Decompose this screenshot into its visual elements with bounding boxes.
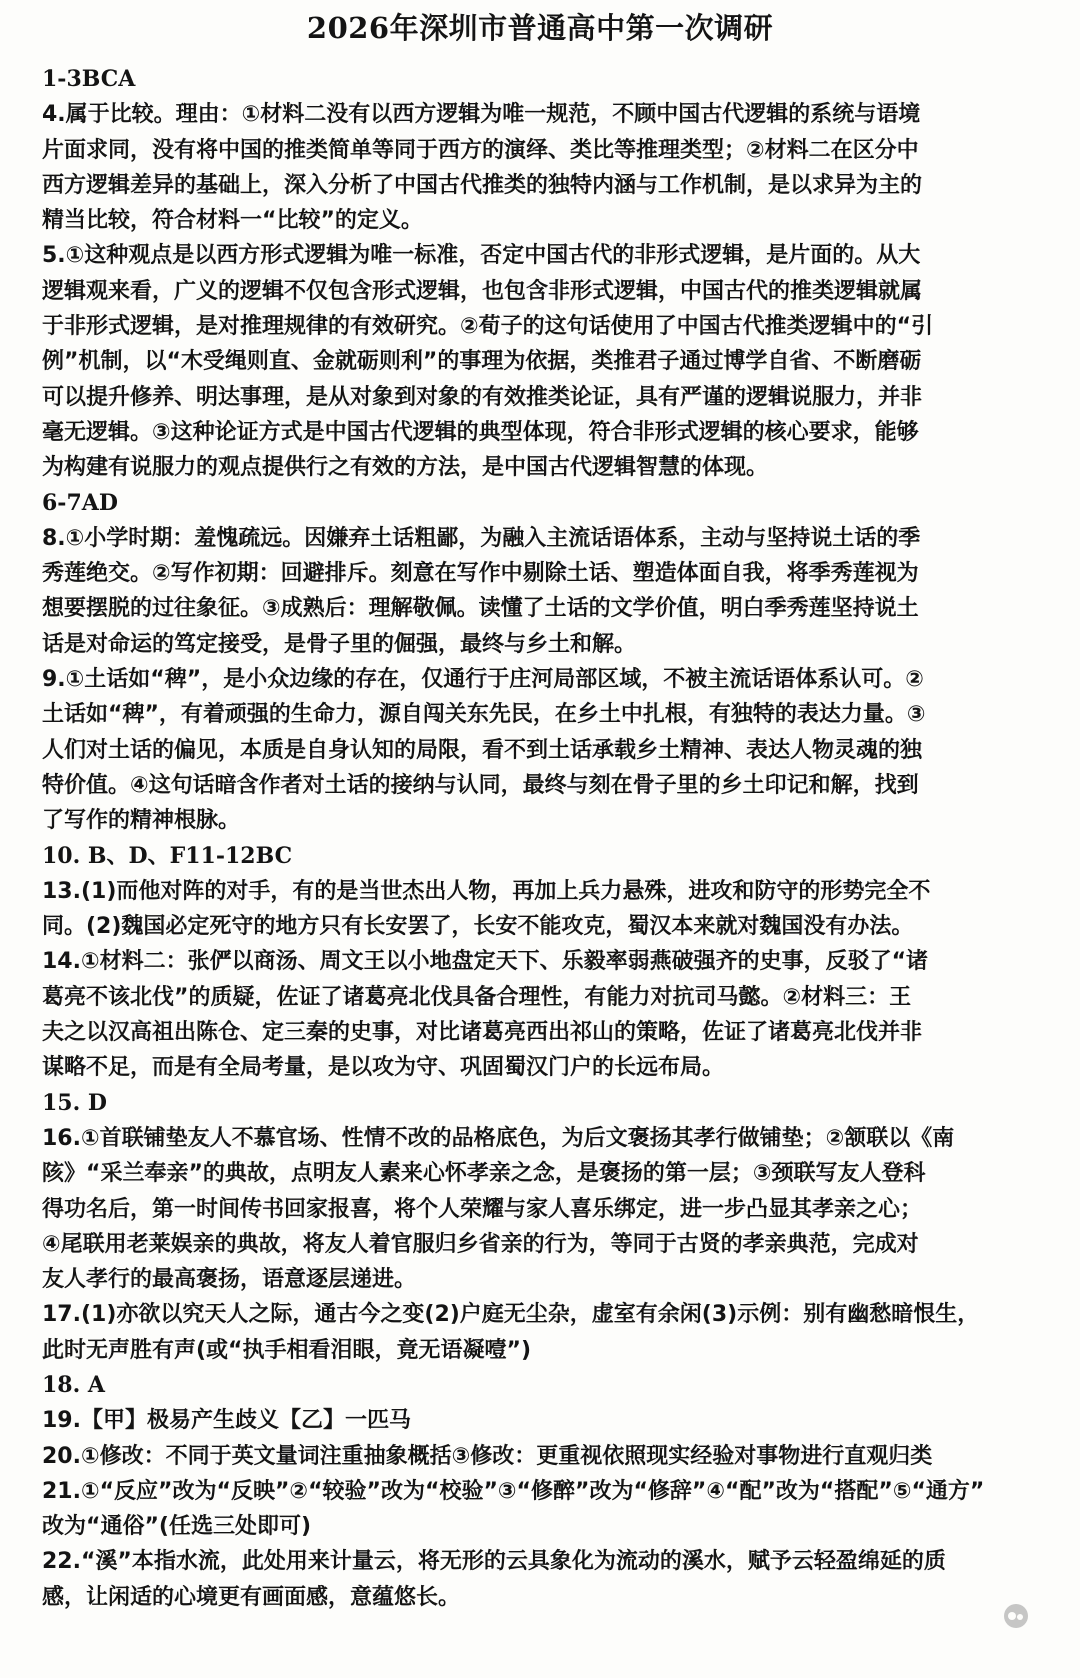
answer-line: 为构建有说服力的观点提供行之有效的方法，是中国古代逻辑智慧的体现。 [42, 455, 769, 481]
answer-line: 9.①土话如“稗”，是小众边缘的存在，仅通行于庄河局部区域，不被主流话语体系认可。② [42, 667, 924, 693]
answer-line: 4.属于比较。理由：①材料二没有以西方逻辑为唯一规范，不顾中国古代逻辑的系统与语境 [42, 102, 921, 128]
answer-line: 22.“溪”本指水流，此处用来计量云，将无形的云具象化为流动的溪水，赋予云轻盈绵延的质 [42, 1549, 946, 1575]
answer-line: 8.①小学时期：羞愧疏远。因嫌弃土话粗鄙，为融入主流话语体系，主动与坚持说土话的季 [42, 525, 921, 551]
answer-line: 20.①修改：不同于英文量词注重抽象概括③修改：更重视依照现实经验对事物进行直观归类 [42, 1443, 933, 1469]
answer-line: 想要摆脱的过往象征。③成熟后：理解敬佩。读懂了土话的文学价值，明白季秀莲坚持说土 [42, 596, 919, 622]
answer-line: 同。(2)魏国必定死守的地方只有长安罢了，长安不能攻克，蜀汉本来就对魏国没有办法。 [42, 914, 914, 940]
wechat-icon [1004, 1604, 1028, 1628]
answer-line: 夫之以汉高祖出陈仓、定三秦的史事，对比诸葛亮西出祁山的策略，佐证了诸葛亮北伐并非 [42, 1020, 923, 1046]
answer-line: 片面求同，没有将中国的推类简单等同于西方的演绎、类比等推理类型；②材料二在区分中 [42, 137, 919, 163]
answer-line: 逻辑观来看，广义的逻辑不仅包含形式逻辑，也包含非形式逻辑，中国古代的推类逻辑就属 [42, 278, 923, 304]
answer-line: 了写作的精神根脉。 [42, 808, 241, 834]
answer-line: 21.①“反应”改为“反映”②“较验”改为“校验”③“修醉”改为“修辞”④“配”改为“搭配”⑤“通方” [42, 1478, 985, 1504]
answer-line: 改为“通俗”(任选三处即可) [42, 1514, 312, 1540]
answer-line: 5.①这种观点是以西方形式逻辑为唯一标准，否定中国古代的非形式逻辑，是片面的。从大 [42, 243, 921, 269]
answer-line: 谋略不足，而是有全局考量，是以攻为守、巩固蜀汉门户的长远布局。 [42, 1055, 725, 1081]
answer-line: 葛亮不该北伐”的质疑，佐证了诸葛亮北伐具备合理性，有能力对抗司马懿。②材料三：王 [42, 984, 912, 1010]
answer-line: 17.(1)亦欲以究天人之际，通古今之变(2)户庭无尘杂，虚室有余闲(3)示例：别有幽愁暗恨生， [42, 1302, 980, 1328]
answer-line: 15. D [42, 1089, 108, 1116]
answer-line: 14.①材料二：张俨以商汤、周文王以小地盘定天下、乐毅率弱燕破强齐的史事，反驳了“诸 [42, 949, 929, 975]
answer-line: 此时无声胜有声(或“执手相看泪眼，竟无语凝噎”) [42, 1337, 532, 1363]
answer-line: ④尾联用老莱娱亲的典故，将友人着官服归乡省亲的行为，等同于古贤的孝亲典范，完成对 [42, 1231, 919, 1257]
answer-line: 感，让闲适的心境更有画面感，意蕴悠长。 [42, 1584, 461, 1610]
answer-line: 10. B、D、F11-12BC [42, 842, 293, 869]
answer-line: 1-3BCA [42, 66, 136, 92]
answer-line: 秀莲绝交。②写作初期：回避排斥。刻意在写作中剔除土话、塑造体面自我，将季秀莲视为 [42, 561, 919, 587]
answer-line: 16.①首联铺垫友人不慕官场、性情不改的品格底色，为后文褒扬其孝行做铺垫；②颔联以《南 [42, 1125, 955, 1151]
answer-line: 19.【甲】极易产生歧义【乙】一匹马 [42, 1408, 411, 1434]
answer-line: 得功名后，第一时间传书回家报喜，将个人荣耀与家人喜乐绑定，进一步凸显其孝亲之心； [42, 1196, 923, 1222]
answer-line: 陔》“采兰奉亲”的典故，点明友人素来心怀孝亲之念，是褒扬的第一层；③颈联写友人登科 [42, 1161, 926, 1187]
answer-text-body [42, 62, 1038, 1615]
answer-line: 可以提升修养、明达事理，是从对象到对象的有效推类论证，具有严谨的逻辑说服力，并非 [42, 384, 923, 410]
answer-line: 18. A [42, 1371, 106, 1398]
answer-line: 毫无逻辑。③这种论证方式是中国古代逻辑的典型体现，符合非形式逻辑的核心要求，能够 [42, 419, 919, 445]
answer-line: 友人孝行的最高褒扬，语意逐层递进。 [42, 1267, 417, 1293]
answer-line: 土话如“稗”，有着顽强的生命力，源自闯关东先民，在乡土中扎根，有独特的表达力量。③ [42, 702, 926, 728]
answer-line: 人们对土话的偏见，本质是自身认知的局限，看不到土话承载乡土精神、表达人物灵魂的独 [42, 737, 923, 763]
answer-line: 话是对命运的笃定接受，是骨子里的倔强，最终与乡土和解。 [42, 631, 637, 657]
answer-line: 例”机制，以“木受绳则直、金就砺则利”的事理为依据，类推君子通过博学自省、不断磨砺 [42, 349, 922, 375]
answer-line: 西方逻辑差异的基础上，深入分析了中国古代推类的独特内涵与工作机制，是以求异为主的 [42, 172, 923, 198]
watermark [1004, 1604, 1028, 1628]
page-title: 2026年深圳市普通高中第一次调研 [306, 11, 774, 45]
answer-line: 精当比较，符合材料一“比较”的定义。 [42, 208, 423, 234]
answer-line: 特价值。④这句话暗含作者对土话的接纳与认同，最终与刻在骨子里的乡土印记和解，找到 [42, 772, 919, 798]
answer-line: 于非形式逻辑，是对推理规律的有效研究。②荀子的这句话使用了中国古代推类逻辑中的“引 [42, 314, 934, 340]
answer-line: 13.(1)而他对阵的对手，有的是当世杰出人物，再加上兵力悬殊，进攻和防守的形势完全不 [42, 878, 931, 904]
answer-line: 6-7AD [42, 489, 118, 516]
